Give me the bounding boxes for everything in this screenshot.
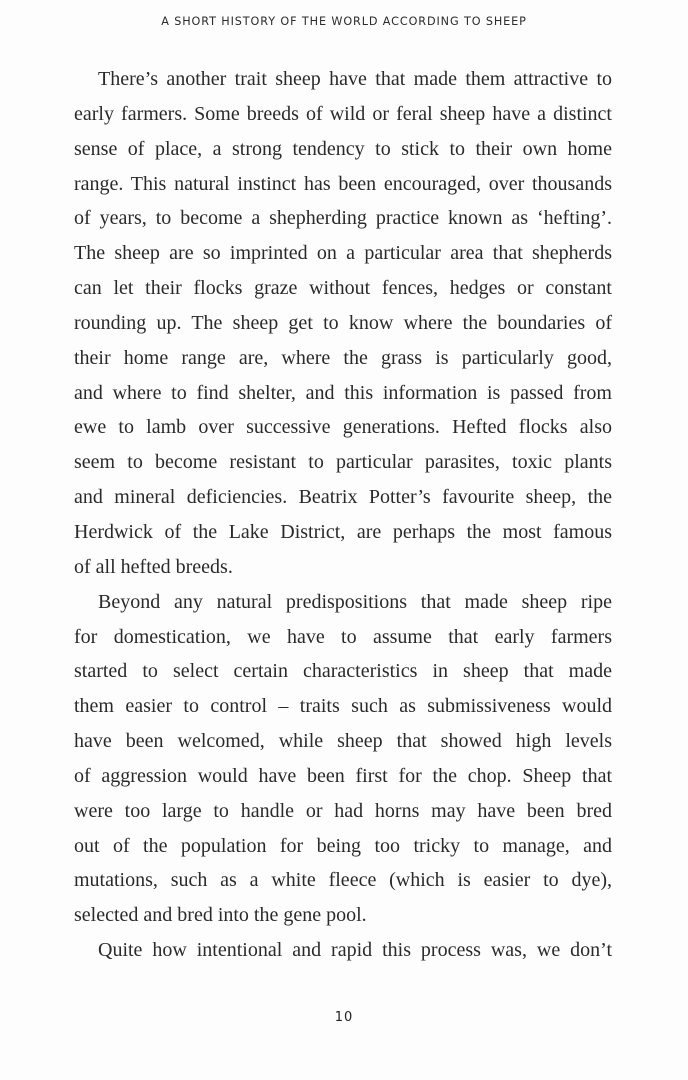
paragraph [74,585,612,933]
paragraph [74,62,612,585]
text-line: were too large to handle or had horns may have been bred [74,799,612,822]
page-number: 10 [334,1010,354,1025]
text-line: Herdwick of the Lake District, are perhaps the most famous [74,520,612,543]
text-line: selected and bred into the gene pool. [74,904,367,927]
text-line: their home range are, where the grass is particularly good, [74,346,612,369]
text-line: Quite how intentional and rapid this process was, we don’t [98,939,612,962]
body-text [74,62,612,968]
running-head: A SHORT HISTORY OF THE WORLD ACCORDING TO SHEEP [161,15,527,28]
text-line: mutations, such as a white fleece (which is easier to dye), [74,869,612,892]
text-line: early farmers. Some breeds of wild or feral sheep have a distinct [74,102,612,125]
text-line: range. This natural instinct has been encouraged, over thousands [74,172,612,195]
text-line: for domestication, we have to assume that early farmers [74,625,612,648]
text-line: seem to become resistant to particular parasites, toxic plants [74,451,612,474]
text-line: and mineral deficiencies. Beatrix Potter’s favourite sheep, the [74,486,612,509]
text-line: can let their flocks graze without fences, hedges or constant [74,277,612,300]
text-line: sense of place, a strong tendency to stick to their own home [74,137,612,160]
text-line: rounding up. The sheep get to know where the boundaries of [74,311,612,334]
text-line: and where to find shelter, and this information is passed from [74,381,612,404]
text-line: of all hefted breeds. [74,555,233,578]
text-line: out of the population for being too tricky to manage, and [74,834,612,857]
text-line: of aggression would have been first for the chop. Sheep that [74,764,612,787]
text-line: The sheep are so imprinted on a particular area that shepherds [74,242,612,265]
text-line: them easier to control – traits such as submissiveness would [74,695,612,718]
text-line: of years, to become a shepherding practice known as ‘hefting’. [74,207,612,230]
text-line: Beyond any natural predispositions that made sheep ripe [98,590,612,613]
text-line: There’s another trait sheep have that made them attractive to [98,68,612,90]
text-line: started to select certain characteristics in sheep that made [74,660,612,683]
text-line: ewe to lamb over successive generations. Hefted flocks also [74,416,612,439]
text-line: have been welcomed, while sheep that showed high levels [74,730,612,753]
paragraph [74,933,612,968]
